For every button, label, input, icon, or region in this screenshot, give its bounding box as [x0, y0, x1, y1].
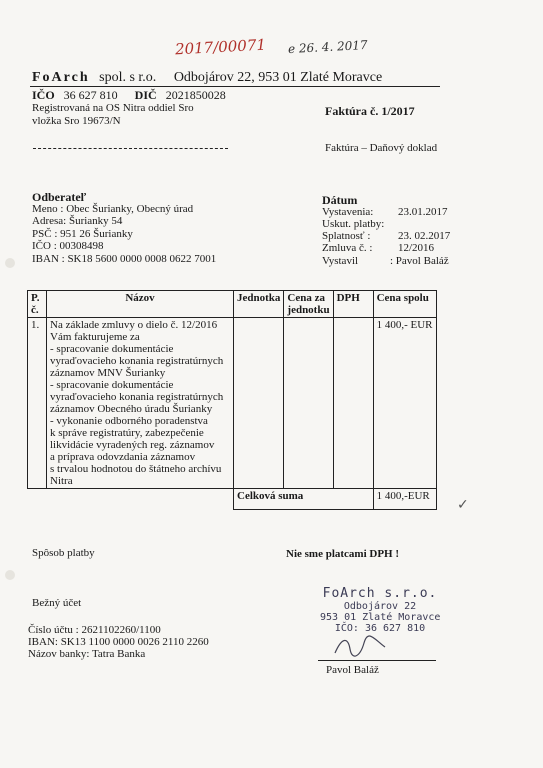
supplier-registry-1: Registrovaná na OS Nitra oddiel Sro: [32, 102, 194, 114]
table-row: [28, 318, 437, 489]
sum-blank: [28, 489, 47, 510]
description-line: s trvalou hodnotou do štátneho archívu: [50, 463, 222, 475]
account-iban: IBAN: SK13 1100 0000 0026 2110 2260: [28, 636, 209, 648]
col-header-vat: DPH: [333, 291, 373, 318]
handwritten-date: e 26. 4. 2017: [287, 37, 368, 57]
description-line: záznamov MNV Šurianky: [50, 367, 166, 379]
vat-note: Nie sme platcami DPH !: [286, 548, 400, 560]
description-line: - spracovanie dokumentácie: [50, 343, 174, 355]
supplier-dic: 2021850028: [165, 88, 226, 102]
description-line: vyraďovacieho konania registratúrnych: [50, 391, 224, 403]
row-total: 1 400,- EUR: [373, 318, 436, 489]
customer-name: Meno : Obec Šurianky, Obecný úrad: [32, 203, 194, 215]
dates-heading: Dátum: [322, 193, 358, 207]
row-vat: [333, 318, 373, 489]
issuer-label: Vystavil: [322, 255, 359, 267]
description-line: a príprava odovzdania záznamov: [50, 451, 196, 463]
supplier-ico: 36 627 810: [63, 88, 118, 102]
stamp-city: 953 01 Zlaté Moravce: [320, 612, 441, 623]
stamp-name: FoArch s.r.o.: [322, 586, 438, 601]
due-label: Splatnosť :: [322, 230, 371, 242]
description-line: Na základe zmluvy o dielo č. 12/2016: [50, 319, 218, 331]
customer-psc: PSČ : 951 26 Šurianky: [32, 228, 133, 240]
supplier-ids: [32, 88, 226, 103]
supplier-legal-form: spol. s r.o.: [99, 70, 157, 85]
row-unit-price: [284, 318, 333, 489]
customer-iban: IBAN : SK18 5600 0000 0008 0622 7001: [32, 253, 217, 265]
sum-label: Celková suma: [234, 489, 374, 510]
account-heading: Bežný účet: [32, 597, 82, 609]
signature-scribble: [330, 633, 390, 661]
customer-heading: Odberateľ: [32, 190, 87, 204]
account-number: Číslo účtu : 2621102260/1100: [28, 624, 161, 636]
ico-label: IČO: [32, 88, 55, 102]
col-header-total: Cena spolu: [373, 291, 436, 318]
check-mark-icon: ✓: [457, 497, 469, 513]
supplier-header: [32, 70, 382, 86]
invoice-title: Faktúra č. 1/2017: [325, 104, 415, 118]
items-table: [27, 290, 437, 510]
description-line: k správe registratúry, zabezpečenie: [50, 427, 204, 439]
col-header-name: Názov: [47, 291, 234, 318]
customer-address: Adresa: Šurianky 54: [32, 215, 123, 227]
description-line: - spracovanie dokumentácie: [50, 379, 174, 391]
row-description: [47, 318, 234, 489]
signature-line: [318, 660, 436, 661]
sum-row: [28, 489, 437, 510]
dic-label: DIČ: [134, 88, 157, 102]
description-line: likvidácie vyradených reg. záznamov: [50, 439, 215, 451]
contract-label: Zmluva č. :: [322, 242, 373, 254]
issued-date: 23.01.2017: [398, 206, 448, 218]
invoice-doc-type: Faktúra – Daňový doklad: [325, 142, 438, 154]
customer-ico: IČO : 00308498: [32, 240, 104, 252]
signature-name: Pavol Baláž: [326, 664, 379, 676]
description-line: Vám fakturujeme za: [50, 331, 140, 343]
supplier-address: Odbojárov 22, 953 01 Zlaté Moravce: [173, 70, 383, 85]
issued-label: Vystavenia:: [322, 206, 374, 218]
punch-hole: [5, 258, 15, 268]
row-unit: [234, 318, 284, 489]
stamp-street: Odbojárov 22: [343, 601, 417, 612]
header-rule: [30, 86, 440, 87]
handwritten-number: 2017/00071: [174, 35, 267, 59]
supplier-name: FoArch: [32, 70, 90, 85]
contract-number: 12/2016: [398, 242, 435, 254]
issuer-name: : Pavol Baláž: [390, 255, 449, 267]
col-header-unit-price: Cena za jednotku: [284, 291, 333, 318]
supplier-registry-2: vložka Sro 19673/N: [32, 115, 121, 127]
col-header-unit: Jednotka: [234, 291, 284, 318]
company-stamp: [320, 586, 440, 634]
description-line: záznamov Obecného úradu Šurianky: [50, 403, 213, 415]
payment-method-label: Spôsob platby: [32, 547, 95, 559]
table-header-row: [28, 291, 437, 318]
sum-blank: [47, 489, 234, 510]
tax-date-label: Uskut. platby:: [322, 218, 385, 230]
row-no: 1.: [28, 318, 47, 489]
description-line: vyraďovacieho konania registratúrnych: [50, 355, 224, 367]
sum-value: 1 400,-EUR: [373, 489, 436, 510]
punch-hole: [5, 570, 15, 580]
dashed-rule: [33, 148, 228, 149]
stamp-ico: IČO: 36 627 810: [334, 623, 426, 634]
due-date: 23. 02.2017: [398, 230, 451, 242]
bank-name: Názov banky: Tatra Banka: [28, 648, 146, 660]
description-line: Nitra: [50, 475, 73, 487]
col-header-no: P. č.: [28, 291, 47, 318]
description-line: - vykonanie odborného poradenstva: [50, 415, 208, 427]
